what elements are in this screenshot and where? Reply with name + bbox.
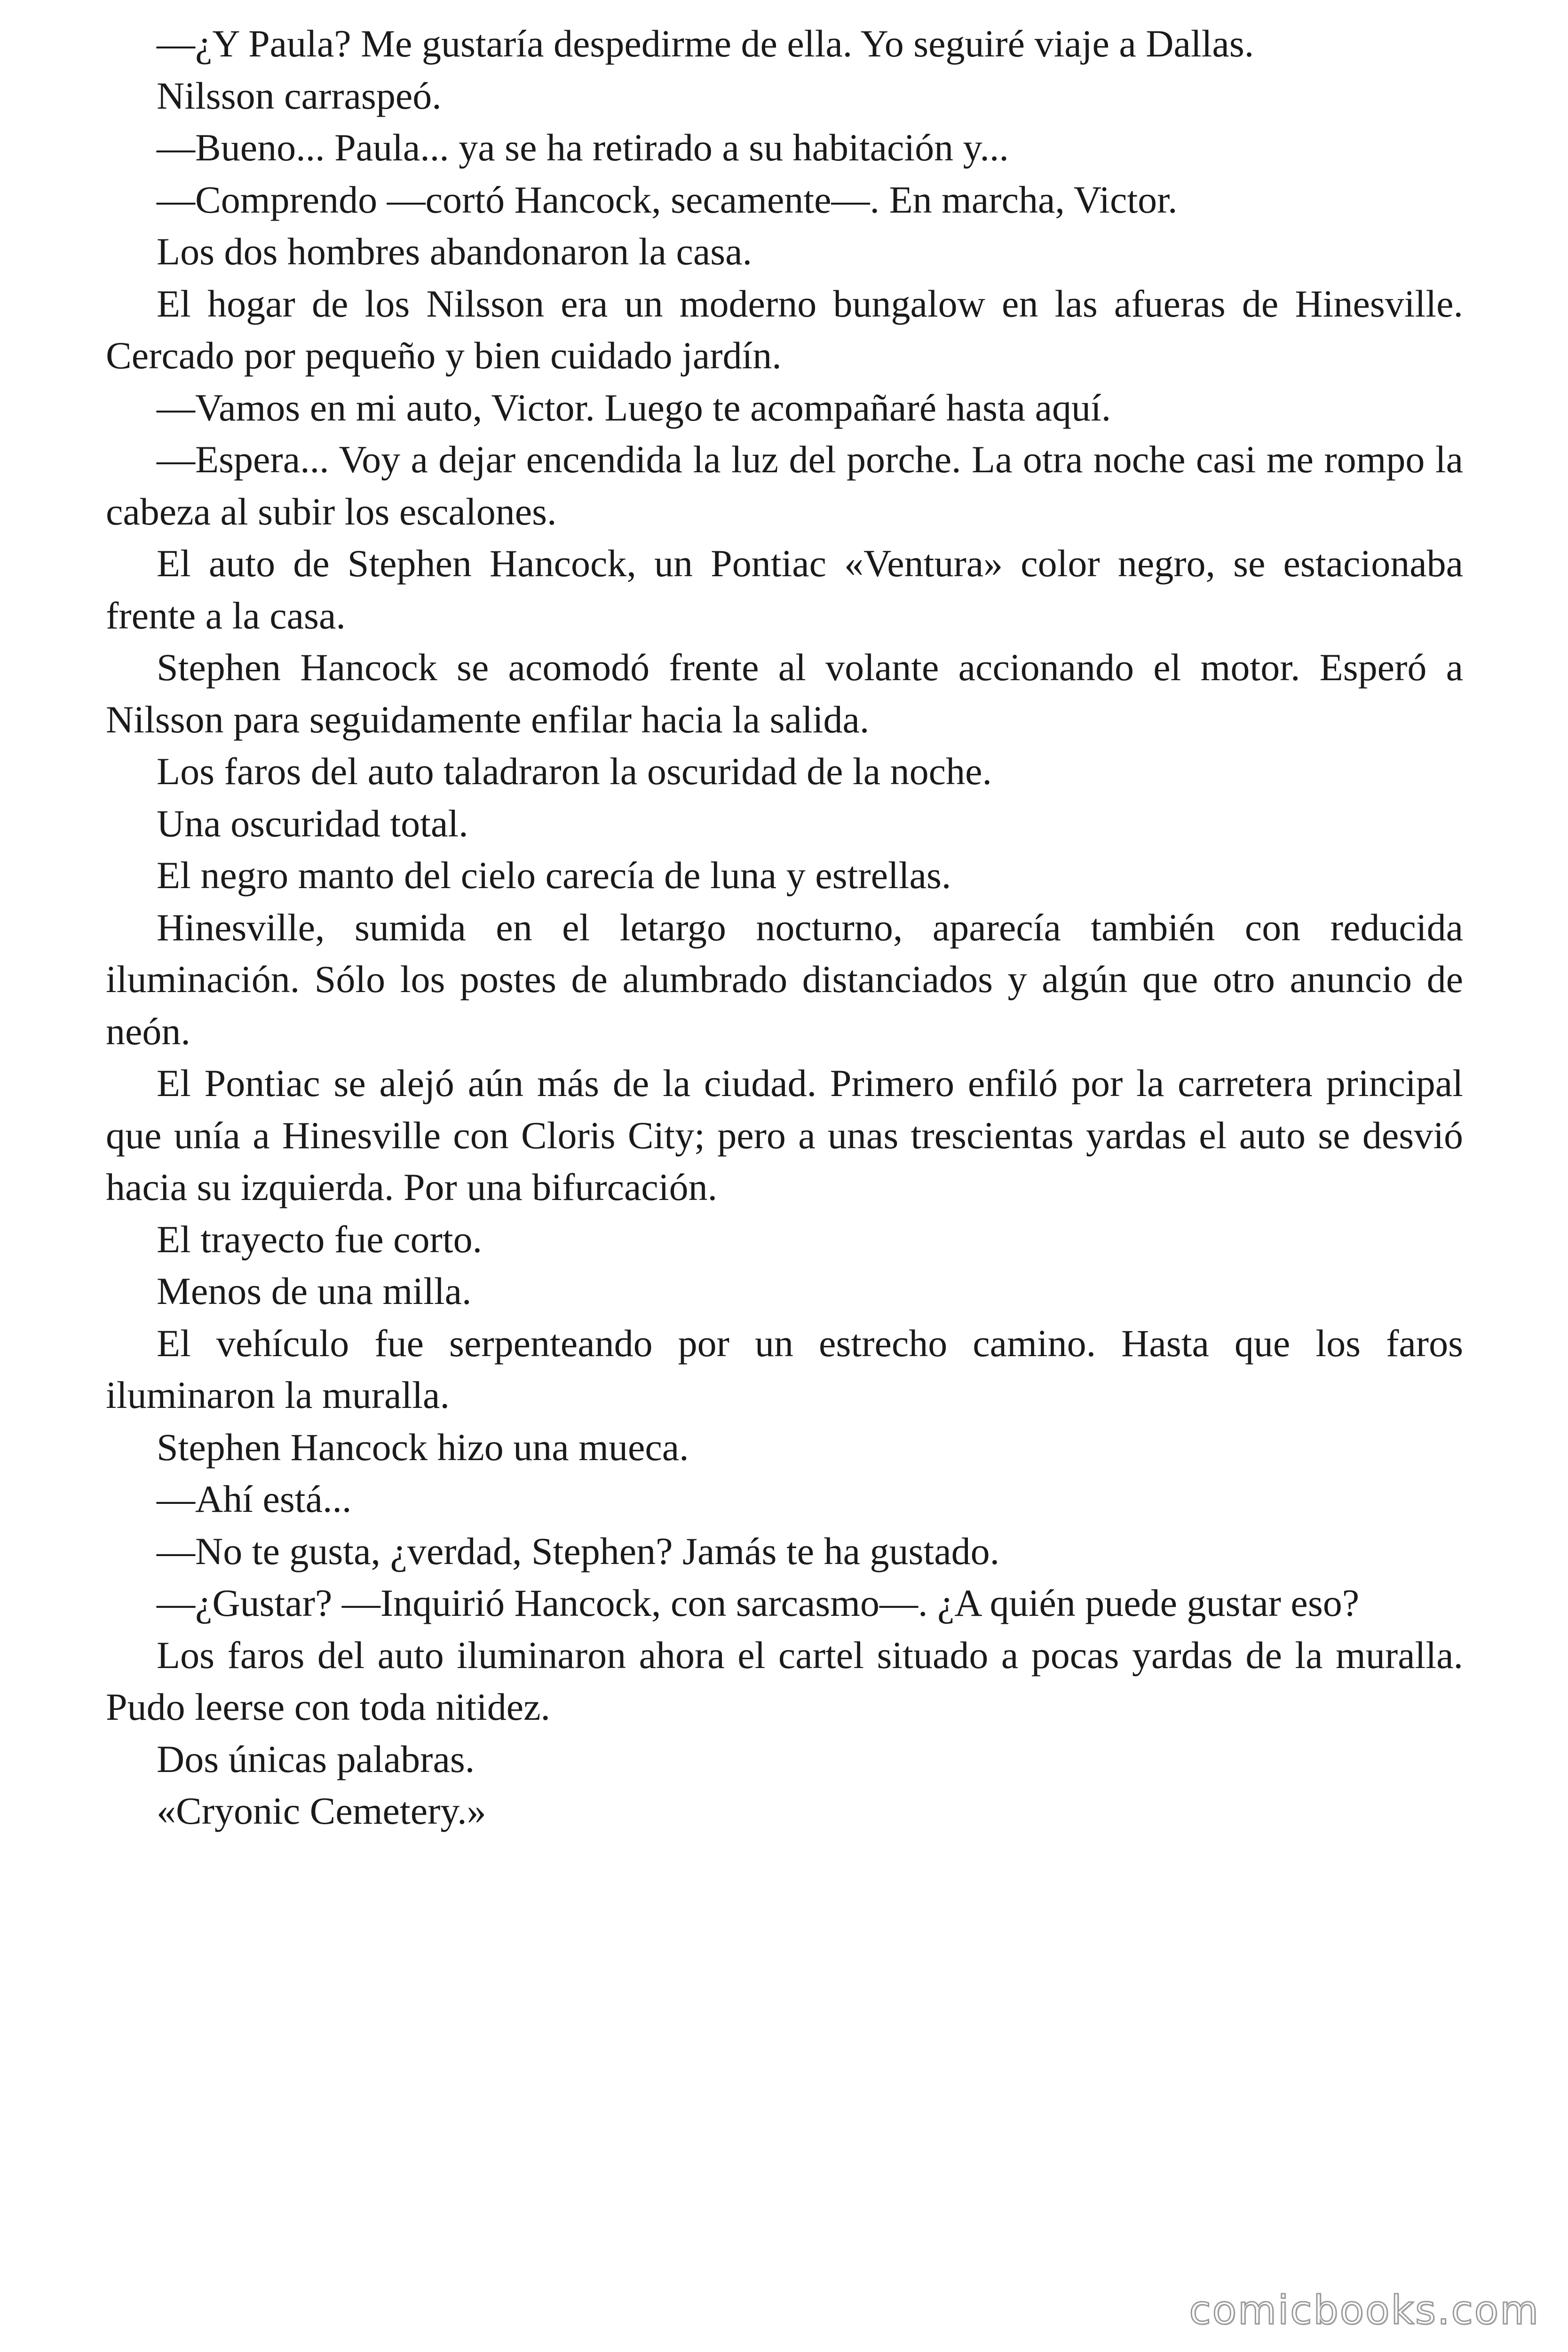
paragraph: —¿Y Paula? Me gustaría despedirme de ella. Yo seguiré viaje a Dallas. (157, 22, 1254, 65)
paragraph: El hogar de los Nilsson era un moderno bungalow en las afueras de Hinesville. Cercado por pequeño y bien cuidado jardín. (106, 282, 1463, 377)
paragraph: Los faros del auto iluminaron ahora el cartel situado a pocas yardas de la muralla. Pudo leerse con toda nitidez. (106, 1633, 1463, 1728)
paragraph: —Espera... Voy a dejar encendida la luz del porche. La otra noche casi me rompo la cabeza al subir los escalones. (106, 438, 1463, 533)
paragraph: «Cryonic Cemetery.» (157, 1789, 486, 1832)
paragraph: Los dos hombres abandonaron la casa. (157, 230, 752, 273)
paragraph: —Vamos en mi auto, Victor. Luego te acompañaré hasta aquí. (157, 386, 1111, 429)
paragraph: El auto de Stephen Hancock, un Pontiac «Ventura» color negro, se estacionaba frente a la casa. (106, 542, 1463, 637)
paragraph: —No te gusta, ¿verdad, Stephen? Jamás te ha gustado. (157, 1529, 1000, 1573)
watermark: comicbooks.com (1189, 2287, 1540, 2333)
paragraph: El negro manto del cielo carecía de luna y estrellas. (157, 854, 951, 897)
paragraph: Menos de una milla. (157, 1270, 472, 1312)
paragraph: Hinesville, sumida en el letargo nocturno, aparecía también con reducida iluminación. Sólo los postes de alumbrado distanciados y algún que otro anuncio de neón. (106, 906, 1463, 1053)
paragraph: Una oscuridad total. (157, 802, 468, 845)
paragraph: —¿Gustar? —Inquirió Hancock, con sarcasmo—. ¿A quién puede gustar eso? (157, 1581, 1360, 1624)
paragraph: Los faros del auto taladraron la oscuridad de la noche. (157, 750, 992, 793)
paragraph: El trayecto fue corto. (157, 1217, 483, 1261)
paragraph: Stephen Hancock hizo una mueca. (157, 1425, 689, 1469)
paragraph: El vehículo fue serpenteando por un estrecho camino. Hasta que los faros iluminaron la muralla. (106, 1321, 1463, 1416)
paragraph: El Pontiac se alejó aún más de la ciudad. Primero enfiló por la carretera principal que unía a Hinesville con Cloris City; pero a unas trescientas yardas el auto se desvió hacia su izquierda. Por una bifurcación. (106, 1062, 1463, 1208)
paragraph: —Ahí está... (157, 1478, 352, 1520)
paragraph: Dos únicas palabras. (157, 1737, 475, 1780)
paragraph: Nilsson carraspeó. (157, 74, 442, 117)
paragraph: —Comprendo —cortó Hancock, secamente—. En marcha, Victor. (157, 178, 1178, 221)
paragraph: Stephen Hancock se acomodó frente al volante accionando el motor. Esperó a Nilsson para seguidamente enfilar hacia la salida. (106, 646, 1463, 741)
body-text (106, 18, 1463, 1837)
paragraph: —Bueno... Paula... ya se ha retirado a su habitación y... (157, 126, 1009, 169)
